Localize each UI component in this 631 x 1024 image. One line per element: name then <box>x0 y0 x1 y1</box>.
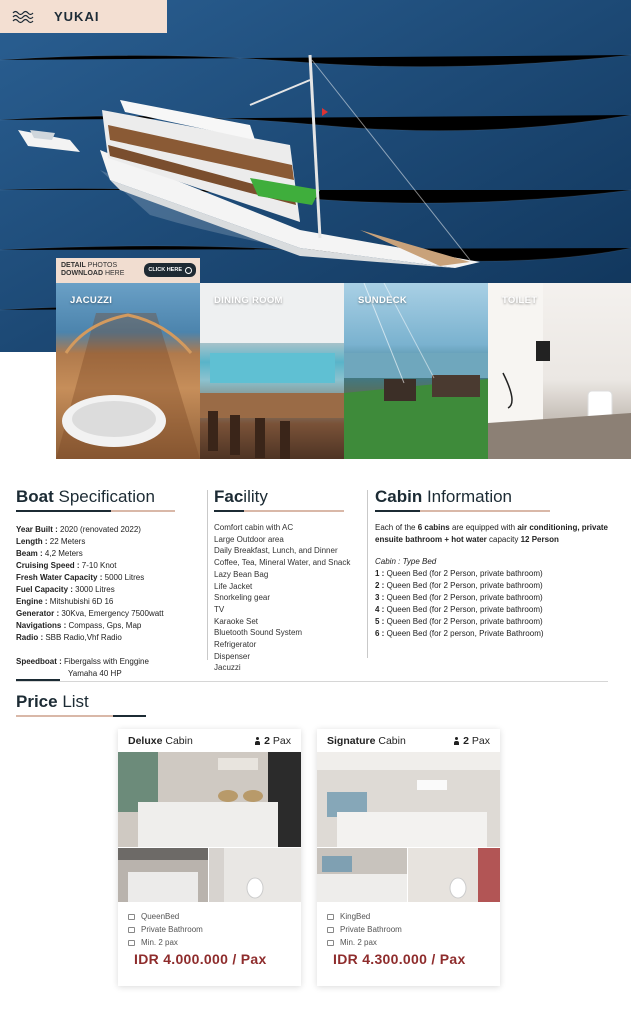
spec-value: Compass, Gps, Map <box>66 621 142 630</box>
pax-label: Pax <box>272 735 291 747</box>
signature-room-photo <box>317 752 500 847</box>
spec-label: Generator : <box>16 609 60 618</box>
spec-value: 7-10 Knot <box>79 561 117 570</box>
boat-spec-title-rest: Specification <box>53 487 155 506</box>
cabin-text: Queen Bed (for 2 person, Private Bathroom) <box>384 629 544 638</box>
card-title-bold: Signature <box>327 735 376 747</box>
bathroom-icon <box>128 927 135 933</box>
spec-value: 4,2 Meters <box>42 549 83 558</box>
facility-title-bold: Fac <box>214 487 244 506</box>
facility-item: Daily Breakfast, Lunch, and Dinner <box>214 546 338 556</box>
spec-label: Cruising Speed : <box>16 561 80 570</box>
waves-icon <box>12 10 34 24</box>
card-title-rest: Cabin <box>375 735 406 747</box>
dining-illustration <box>200 283 344 459</box>
facility-underline-dark <box>214 510 244 512</box>
spec-label: Radio : <box>16 633 44 642</box>
intro-bold: 6 cabins <box>417 523 450 532</box>
spec-label: Beam : <box>16 549 43 558</box>
facility-item: Lazy Bean Bag <box>214 569 269 579</box>
spec-value: SBB Radio,Vhf Radio <box>43 633 122 642</box>
boat-spec-underline-rose <box>111 510 175 512</box>
cabin-num: 6 : <box>375 629 385 638</box>
brand-name: YUKAI <box>54 9 100 24</box>
facility-title-rest: ility <box>243 487 268 506</box>
intro-text: capacity <box>486 535 521 544</box>
speedboat-value: Fibergalss with Enggine <box>61 657 149 666</box>
boat-spec-list <box>16 524 164 680</box>
card-price: IDR 4.000.000 / Pax <box>134 951 267 967</box>
card-header <box>327 733 490 749</box>
spec-row <box>16 584 164 596</box>
intro-text: Each of the <box>375 523 418 532</box>
cabin-text: Queen Bed (for 2 Person, private bathroom) <box>384 569 543 578</box>
facility-item: Karaoke Set <box>214 616 259 626</box>
facility-item: Jacuzzi <box>214 663 241 673</box>
cabin-num: 2 : <box>375 581 385 590</box>
feature-text: Private Bathroom <box>141 925 203 934</box>
boat-spec-title-bold: Boat <box>16 487 54 506</box>
card-title <box>128 735 193 747</box>
price-list-title <box>16 692 89 712</box>
price-list-title-bold: Price <box>16 692 58 711</box>
detail-line1-rest: PHOTOS <box>85 262 118 269</box>
deluxe-room-photo <box>118 752 301 847</box>
cabin-row <box>375 592 615 604</box>
feature-min-pax <box>327 938 377 947</box>
photo-jacuzzi[interactable] <box>56 283 200 459</box>
photo-caption-dining-room: DINING ROOM <box>214 295 283 306</box>
photo-strip <box>56 283 631 459</box>
spec-row <box>16 620 164 632</box>
person-icon <box>254 737 261 745</box>
photo-caption-toilet: TOILET <box>502 295 538 306</box>
spec-row <box>16 524 164 536</box>
feature-bed <box>128 912 179 921</box>
click-here-button[interactable] <box>144 263 196 277</box>
cabin-type-subtitle: Cabin : Type Bed <box>375 557 437 566</box>
jacuzzi-illustration <box>56 283 200 459</box>
cabin-card-deluxe[interactable] <box>118 729 301 986</box>
pax-count <box>254 735 291 747</box>
card-title-rest: Cabin <box>162 735 193 747</box>
detail-line2-bold: DOWNLOAD <box>61 270 103 277</box>
boat-spec-underline-dark <box>16 510 111 512</box>
cabin-row <box>375 580 615 592</box>
facility-title <box>214 487 268 507</box>
spec-row <box>16 608 164 620</box>
facility-item: Snorkeling gear <box>214 593 271 603</box>
detail-line1-bold: DETAIL <box>61 262 86 269</box>
spec-value: 30Kva, Emergency 7500watt <box>59 609 164 618</box>
feature-text: QueenBed <box>141 912 180 921</box>
price-underline-dark <box>113 715 146 717</box>
cabin-info-title-rest: Information <box>422 487 512 506</box>
spec-value: 2020 (renovated 2022) <box>57 525 141 534</box>
cabin-row <box>375 628 615 640</box>
feature-text: Private Bathroom <box>340 925 402 934</box>
people-icon <box>327 940 334 946</box>
spec-value: 22 Meters <box>47 537 86 546</box>
feature-bathroom <box>327 925 402 934</box>
facility-list <box>214 522 350 674</box>
facility-item: Comfort cabin with AC <box>214 523 294 532</box>
cabin-row <box>375 616 615 628</box>
facility-item: Coffee, Tea, Mineral Water, and Snack <box>214 558 351 568</box>
sundeck-illustration <box>344 283 488 459</box>
facility-item: TV <box>214 604 225 614</box>
intro-bold: 12 Person <box>520 535 559 544</box>
cabin-text: Queen Bed (for 2 Person, private bathroom) <box>384 605 543 614</box>
card-title <box>327 735 406 747</box>
cabin-info-title-bold: Cabin <box>375 487 423 506</box>
signature-room-photo-2 <box>317 848 407 902</box>
person-icon <box>453 737 460 745</box>
price-underline-rose <box>16 715 113 717</box>
cabin-text: Queen Bed (for 2 Person, private bathroom) <box>384 617 543 626</box>
cabin-info-underline-dark <box>375 510 420 512</box>
photo-caption-sundeck: SUNDECK <box>358 295 408 306</box>
feature-text: Min. 2 pax <box>340 938 377 947</box>
cabin-text: Queen Bed (for 2 Person, private bathroom) <box>384 581 543 590</box>
feature-min-pax <box>128 938 178 947</box>
spec-row <box>16 596 164 608</box>
bed-icon <box>327 914 334 920</box>
card-price: IDR 4.300.000 / Pax <box>333 951 466 967</box>
pax-number: 2 <box>463 735 469 747</box>
spec-label: Year Built : <box>16 525 58 534</box>
cabin-info-title <box>375 487 512 507</box>
spec-value: 3000 Litres <box>72 585 115 594</box>
spec-label: Navigations : <box>16 621 67 630</box>
deluxe-bathroom-photo <box>209 848 301 902</box>
signature-bathroom-photo <box>408 848 500 902</box>
pax-number: 2 <box>264 735 270 747</box>
cabin-num: 1 : <box>375 569 385 578</box>
pax-count <box>453 735 490 747</box>
section-divider <box>16 681 608 682</box>
cabin-num: 3 : <box>375 593 385 602</box>
bathroom-icon <box>327 927 334 933</box>
pax-label: Pax <box>471 735 490 747</box>
spec-label: Fresh Water Capacity : <box>16 573 103 582</box>
spec-label: Length : <box>16 537 48 546</box>
cabin-text: Queen Bed (for 2 Person, private bathroom) <box>384 593 543 602</box>
cabin-info-underline-rose <box>420 510 550 512</box>
price-list-title-rest: List <box>57 692 89 711</box>
cabin-card-signature[interactable] <box>317 729 500 986</box>
spec-row <box>16 548 164 560</box>
cabin-row <box>375 568 615 580</box>
spec-value: 5000 Litres <box>102 573 145 582</box>
card-title-bold: Deluxe <box>128 735 163 747</box>
divider-1 <box>207 490 208 660</box>
spec-label: Fuel Capacity : <box>16 585 73 594</box>
spec-row <box>16 632 164 644</box>
intro-bold: air conditioning, private ensuite bathroom + hot water <box>375 523 609 544</box>
feature-text: KingBed <box>340 912 371 921</box>
facility-item: Dispenser <box>214 651 251 661</box>
brand-bar <box>0 0 167 33</box>
boat-spec-title <box>16 487 155 507</box>
feature-bathroom <box>128 925 203 934</box>
speedboat-row <box>16 656 164 668</box>
card-header <box>128 733 291 749</box>
spec-row <box>16 536 164 548</box>
facility-item: Life Jacket <box>214 581 253 591</box>
facility-item: Large Outdoor area <box>214 534 284 544</box>
intro-text: are equipped with <box>449 523 518 532</box>
facility-item: Refrigerator <box>214 640 257 650</box>
deluxe-room-photo-2 <box>118 848 208 902</box>
cabin-num: 5 : <box>375 617 385 626</box>
cabin-intro <box>375 522 615 546</box>
speedboat-value-2: Yamaha 40 HP <box>68 669 122 678</box>
speedboat-label: Speedboat : <box>16 657 62 666</box>
feature-bed <box>327 912 370 921</box>
cabin-info-body <box>375 522 615 640</box>
facility-item: Bluetooth Sound System <box>214 628 303 638</box>
photo-sundeck[interactable] <box>344 283 488 459</box>
bed-icon <box>128 914 135 920</box>
facility-underline-rose <box>244 510 344 512</box>
spec-label: Engine : <box>16 597 48 606</box>
spec-row <box>16 572 164 584</box>
photo-toilet[interactable] <box>488 283 631 459</box>
toilet-illustration <box>488 283 631 459</box>
feature-text: Min. 2 pax <box>141 938 178 947</box>
spec-value: Mitshubishi 6D 16 <box>47 597 114 606</box>
click-here-label: CLICK HERE <box>148 267 182 273</box>
photo-caption-jacuzzi: JACUZZI <box>70 295 113 306</box>
spec-row <box>16 560 164 572</box>
photo-dining-room[interactable] <box>200 283 344 459</box>
divider-2 <box>367 490 368 658</box>
cabin-row <box>375 604 615 616</box>
cursor-click-icon <box>185 267 192 274</box>
cabin-num: 4 : <box>375 605 385 614</box>
detail-photos-tag <box>56 258 200 283</box>
detail-line2-rest: HERE <box>103 270 125 277</box>
people-icon <box>128 940 135 946</box>
